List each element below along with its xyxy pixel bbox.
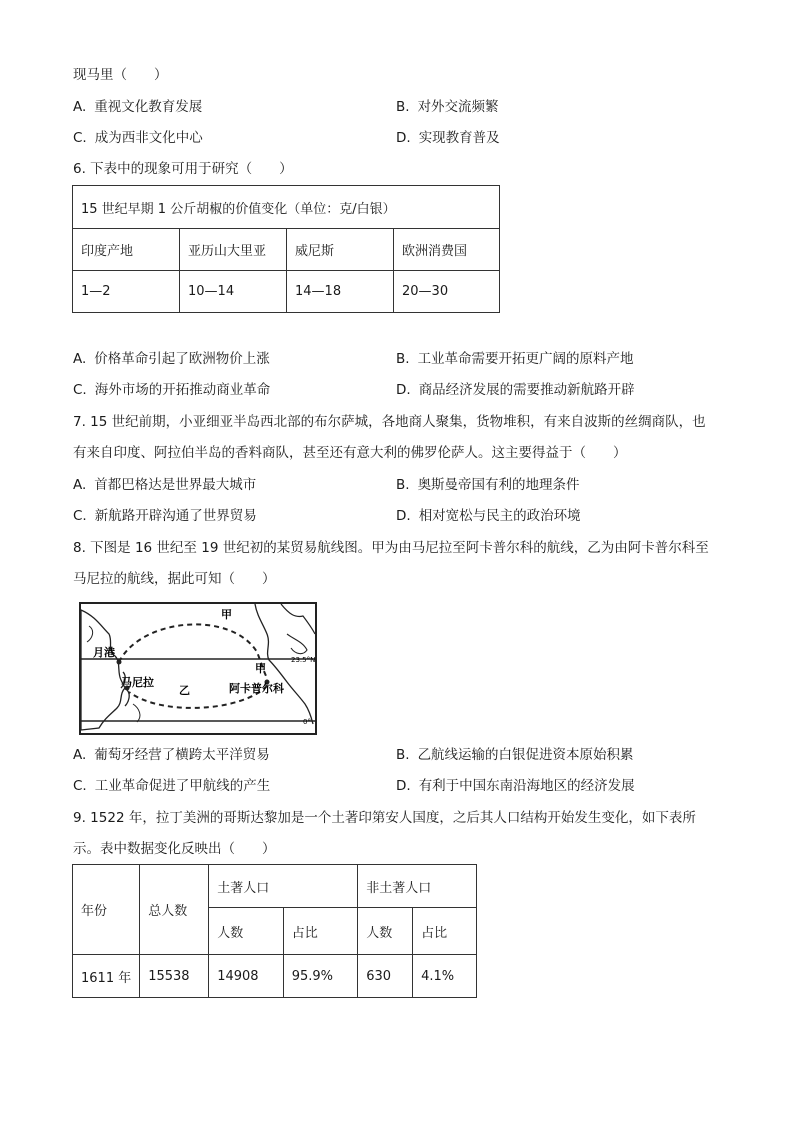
q5-option-a[interactable] [73, 98, 202, 116]
q5-option-c[interactable] [73, 129, 203, 147]
option-text: 有利于中国东南沿海地区的经济发展 [418, 778, 635, 794]
label-manila: 马尼拉 [121, 676, 154, 689]
table-cell: 20—30 [394, 271, 500, 313]
table-header: 欧洲消费国 [394, 229, 500, 271]
table-cell: 95.9% [283, 955, 357, 998]
option-text: 新航路开辟沟通了世界贸易 [94, 508, 257, 524]
q5-option-d[interactable] [396, 129, 500, 147]
q6-option-b[interactable] [396, 350, 634, 368]
q7-option-a[interactable] [73, 476, 256, 494]
table-header: 印度产地 [73, 229, 180, 271]
option-text: 海外市场的开拓推动商业革命 [94, 382, 271, 398]
q7-option-c[interactable] [73, 507, 257, 525]
q8-stem-line1: 8. 下图是 16 世纪至 19 世纪初的某贸易航线图。甲为由马尼拉至阿卡普尔科的航线，乙为由阿卡普尔科至 [73, 540, 709, 556]
label-jia-top: 甲 [221, 608, 232, 621]
port-dot-yuegang [117, 660, 122, 665]
option-letter: C. [73, 508, 87, 524]
q7-stem-line2: 有来自印度、阿拉伯半岛的香料商队，甚至还有意大利的佛罗伦萨人。这主要得益于（ ） [73, 445, 627, 461]
q7-stem-line1: 7. 15 世纪前期，小亚细亚半岛西北部的布尔萨城，各地商人聚集，货物堆积，有来自波斯的丝绸商队，也 [73, 414, 706, 430]
label-latitude: 23.5°N [291, 656, 315, 664]
table-header-total: 总人数 [140, 865, 209, 955]
option-letter: C. [73, 130, 87, 146]
option-text: 重视文化教育发展 [94, 99, 203, 115]
option-text: 实现教育普及 [418, 130, 500, 146]
label-jia-right: 甲 [255, 662, 266, 675]
option-text: 工业革命促进了甲航线的产生 [94, 778, 271, 794]
label-yi: 乙 [179, 684, 190, 697]
option-text: 对外交流频繁 [417, 99, 499, 115]
option-text: 价格革命引起了欧洲物价上涨 [94, 351, 270, 367]
q8-option-c[interactable] [73, 777, 270, 795]
table-subheader: 人数 [209, 908, 284, 955]
q6-option-c[interactable] [73, 381, 270, 399]
q8-option-a[interactable] [73, 746, 270, 764]
trade-route-map [79, 602, 317, 735]
table-header: 亚历山大里亚 [180, 229, 287, 271]
island-outline [133, 704, 140, 722]
option-letter: C. [73, 778, 87, 794]
option-text: 商品经济发展的需要推动新航路开辟 [418, 382, 635, 398]
label-yuegang: 月港 [93, 646, 115, 659]
q8-option-d[interactable] [396, 777, 635, 795]
table-header-year: 年份 [73, 865, 140, 955]
option-text: 相对宽松与民主的政治环境 [418, 508, 581, 524]
route-jia [119, 624, 267, 678]
north-america-outline [281, 604, 315, 634]
option-text: 葡萄牙经营了横跨太平洋贸易 [94, 747, 270, 763]
table-cell: 15538 [140, 955, 209, 998]
option-letter: A. [73, 477, 87, 493]
table-cell: 1—2 [73, 271, 180, 313]
option-letter: B. [396, 351, 410, 367]
table-cell: 14—18 [287, 271, 394, 313]
option-letter: A. [73, 351, 87, 367]
table-cell: 630 [358, 955, 413, 998]
table-cell: 14908 [209, 955, 284, 998]
option-letter: D. [396, 382, 411, 398]
option-letter: D. [396, 778, 411, 794]
option-letter: A. [73, 99, 87, 115]
q9-population-table [72, 864, 477, 998]
table-header: 威尼斯 [287, 229, 394, 271]
option-letter: C. [73, 382, 87, 398]
table-subheader: 占比 [283, 908, 357, 955]
gulf-outline [287, 634, 307, 654]
table-header-native: 土著人口 [209, 865, 358, 908]
q5-option-b[interactable] [396, 98, 499, 116]
q6-option-a[interactable] [73, 350, 270, 368]
q6-option-d[interactable] [396, 381, 635, 399]
option-text: 工业革命需要开拓更广阔的原料产地 [417, 351, 634, 367]
option-letter: B. [396, 99, 410, 115]
table-header-nonnative: 非土著人口 [358, 865, 477, 908]
q6-pepper-table [72, 185, 500, 313]
q9-stem-line1: 9. 1522 年，拉丁美洲的哥斯达黎加是一个土著印第安人国度，之后其人口结构开始发生变化，如下表所 [73, 810, 696, 826]
table-title: 15 世纪早期 1 公斤胡椒的价值变化（单位：克/白银） [73, 186, 500, 229]
table-subheader: 占比 [413, 908, 477, 955]
label-equator: 0° [303, 718, 311, 726]
q8-option-b[interactable] [396, 746, 634, 764]
asia-islands [87, 626, 93, 642]
option-text: 成为西非文化中心 [94, 130, 203, 146]
q7-option-d[interactable] [396, 507, 581, 525]
map-drawing [81, 604, 315, 733]
table-cell: 4.1% [413, 955, 477, 998]
q9-stem-line2: 示。表中数据变化反映出（ ） [73, 841, 276, 857]
option-letter: B. [396, 477, 410, 493]
option-letter: A. [73, 747, 87, 763]
table-subheader: 人数 [358, 908, 413, 955]
option-text: 奥斯曼帝国有利的地理条件 [417, 477, 580, 493]
option-text: 乙航线运输的白银促进资本原始积累 [417, 747, 634, 763]
q6-stem: 6. 下表中的现象可用于研究（ ） [73, 161, 293, 177]
option-letter: D. [396, 508, 411, 524]
q7-option-b[interactable] [396, 476, 580, 494]
table-cell: 10—14 [180, 271, 287, 313]
option-text: 首都巴格达是世界最大城市 [94, 477, 257, 493]
label-acapulco: 阿卡普尔科 [229, 682, 284, 695]
asia-coastline [81, 610, 125, 730]
table-cell: 1611 年 [73, 955, 140, 998]
q5-stem-tail: 现马里（ ） [73, 67, 168, 83]
option-letter: D. [396, 130, 411, 146]
q8-stem-line2: 马尼拉的航线，据此可知（ ） [73, 571, 276, 587]
option-letter: B. [396, 747, 410, 763]
